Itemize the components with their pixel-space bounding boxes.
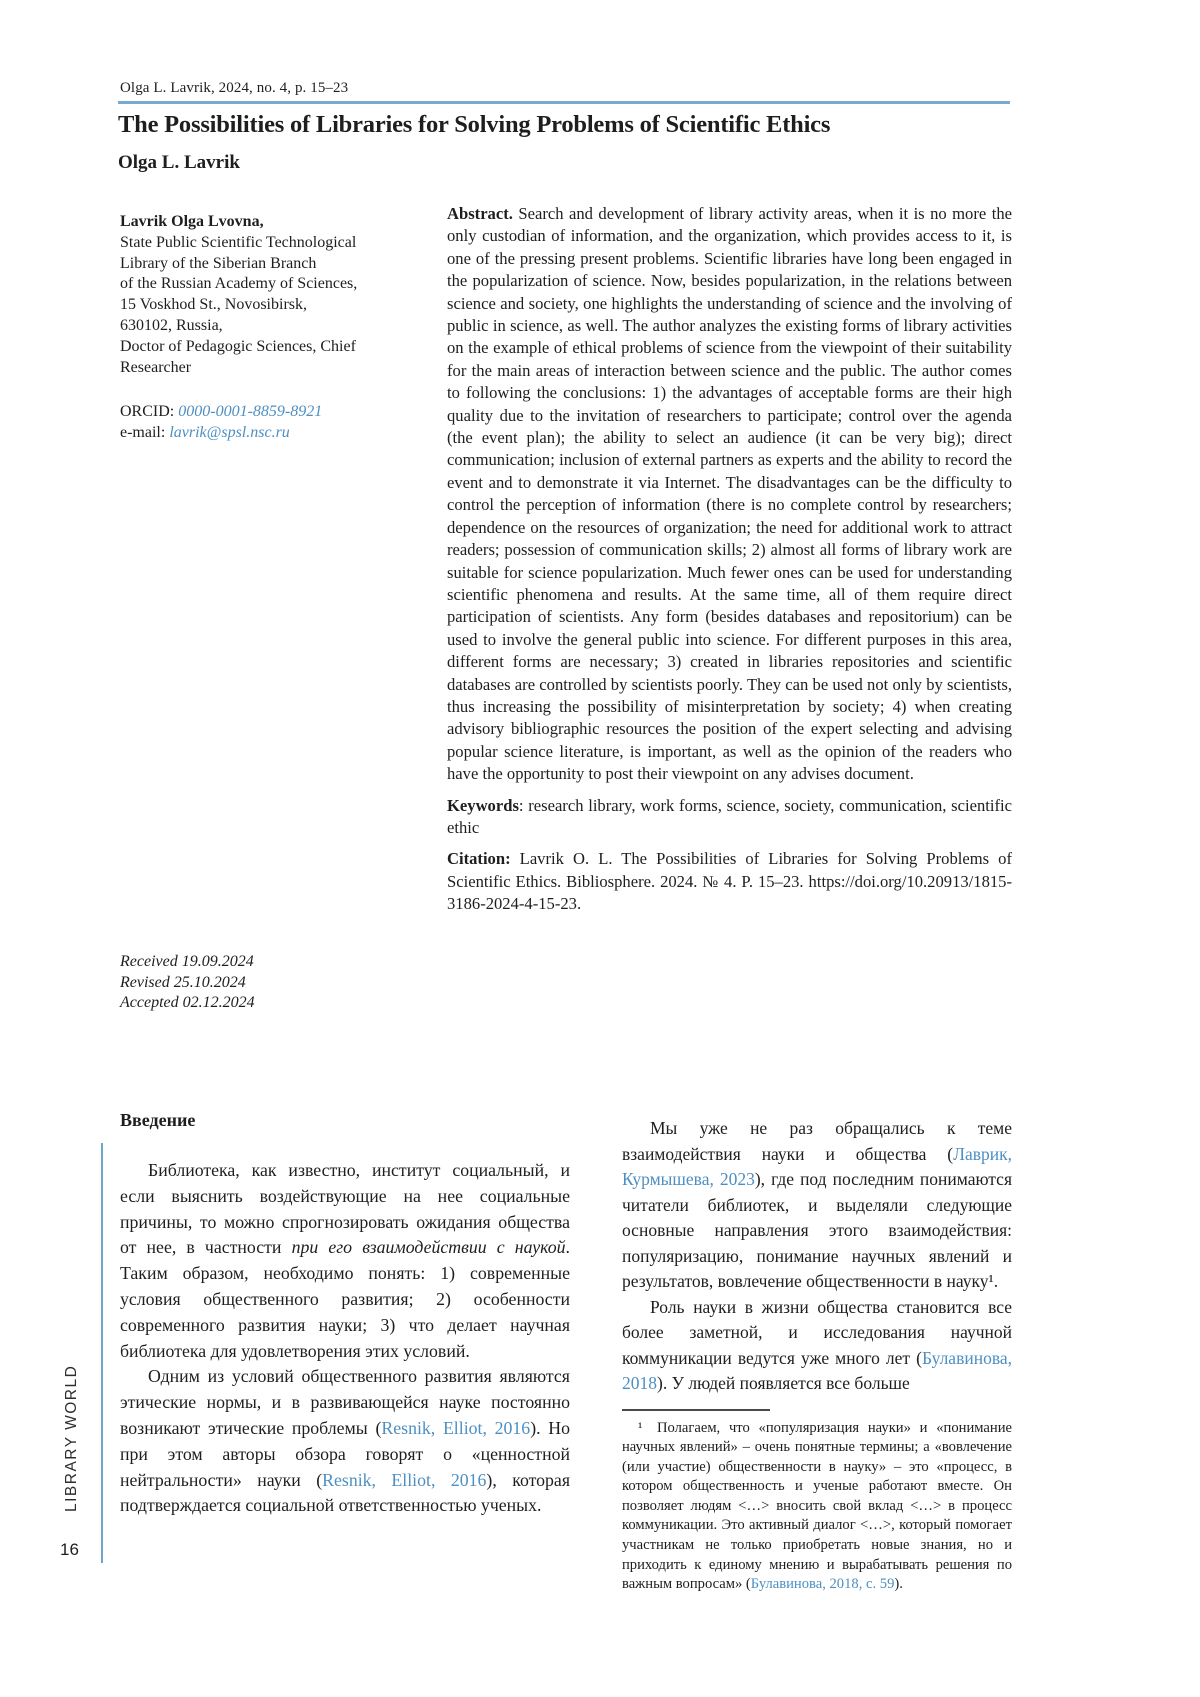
reference-link[interactable]: Resnik, Elliot, 2016 [322, 1469, 487, 1490]
affiliation-line: Researcher [120, 358, 192, 376]
citation-label: Citation: [447, 849, 511, 869]
footnote [622, 1419, 1012, 1595]
author-affiliation [120, 233, 410, 379]
text-segment: ¹ Полагаем, что «популяризация науки» и «понимание научных явлений» – очень понятные термины; а «вовлечение (или участие) общественности в науку» – это «процесс, в котором общественность и ученые работают вместе. Он позволяет людям <…> вносить свой вклад <…> в процесс коммуникации. Это активный диалог <…>, который помогает участникам не только приобретать новые знания, но и приходить к единому мнению и вырабатывать решения по важным вопросам» ( [622, 1419, 1012, 1593]
text-segment: ). [894, 1576, 903, 1593]
orcid-label: ORCID: [120, 403, 179, 421]
text-segment: Мы уже не раз обращались к теме взаимодействия науки и общества ( [622, 1118, 1012, 1164]
text-segment: при его взаимодействии с наукой [291, 1237, 566, 1258]
section-sidebar-label: LIBRARY WORLD [63, 1364, 80, 1512]
email-label: e-mail: [120, 424, 170, 442]
reference-link[interactable]: Булавинова, 2018, с. 59 [750, 1576, 895, 1593]
intro-paragraph [120, 1364, 570, 1519]
text-segment: Одним из условий общественного развития являются этические нормы, и в развивающейся науке постоянно возникают этические проблемы ( [120, 1366, 570, 1438]
intro-paragraph [622, 1116, 1012, 1295]
intro-left-column [120, 1158, 570, 1519]
reference-link[interactable]: Булавинова, 2018 [622, 1347, 1012, 1393]
footnote-rule [622, 1409, 770, 1411]
page-number: 16 [60, 1540, 79, 1559]
affiliation-line: of the Russian Academy of Sciences, [120, 275, 358, 293]
orcid-line [120, 402, 410, 423]
email-link[interactable]: lavrik@spsl.nsc.ru [169, 424, 290, 442]
accepted-date: Accepted 02.12.2024 [120, 994, 255, 1011]
reference-link[interactable]: Resnik, Elliot, 2016 [381, 1417, 531, 1438]
header-rule [118, 101, 1010, 104]
abstract-column [447, 203, 1012, 925]
article-title: The Possibilities of Libraries for Solving Problems of Scientific Ethics [118, 111, 831, 138]
citation-paragraph [447, 848, 1012, 915]
text-segment: Роль науки в жизни общества становится все более заметной, и исследования научной коммуникации ведутся уже много лет ( [622, 1296, 1012, 1368]
text-segment: . Таким образом, необходимо понять: 1) современные условия общественного развития; 2) особенности современного развития науки; 3) что делает научная библиотека для удовлетворения этих условий. [120, 1237, 570, 1361]
author-info-block [120, 212, 410, 444]
affiliation-line: State Public Scientific Technological [120, 233, 357, 251]
text-segment: ). У людей появляется все больше [657, 1373, 910, 1393]
affiliation-line: 15 Voskhod St., Novosibirsk, [120, 296, 307, 314]
email-line [120, 423, 410, 444]
sidebar-rule [101, 1143, 103, 1563]
affiliation-line: 630102, Russia, [120, 316, 223, 334]
abstract-paragraph [447, 203, 1012, 786]
article-dates [120, 952, 255, 1014]
received-date: Received 19.09.2024 [120, 953, 254, 970]
keywords-text: : research library, work forms, science, society, communication, scientific ethic [447, 795, 1012, 837]
text-segment: ), которая подтверждается социальной ответственностью ученых. [120, 1469, 571, 1516]
intro-paragraph [120, 1158, 570, 1364]
intro-paragraph [622, 1295, 1012, 1397]
author-byline: Olga L. Lavrik [118, 152, 240, 173]
abstract-text: Search and development of library activity areas, when it is no more the only custodian of information, and the organization, which provides access to it, is one of the pressing present problems. Scientific libraries have long been engaged in the popularization of science. Now, besides popularization, in the relations between science and society, one highlights the understanding of science and the involving of public in science, as well. The author analyzes the existing forms of library activities on the example of ethical problems of science from the viewpoint of their suitability for the main areas of interaction between science and the public. The author comes to following the conclusions: 1) the advantages of acceptable forms are their high quality due to the invitation of researchers to participate; control over the agenda (the event plan); the ability to select an audience (it can be very big); direct communication; inclusion of external partners as experts and the ability to record the event and to demonstrate it via Internet. The disadvantages can be the difficulty to control the perception of information (there is no complete control by researchers; dependence on the resources of organization; the need for additional work to attract readers; possession of communication skills; 2) almost all forms of library work are suitable for science popularization. Much fewer ones can be used for understanding scientific phenomena and results. At the same time, all of them require direct participation of scientists. Any form (besides databases and repositorium) can be used to involve the general public into science. For different purposes in this area, different forms are necessary; 3) created in libraries repositories and scientific databases are controlled by scientists poorly. They can be used not only by scientists, thus increasing the possibility of misinterpretation by society; 4) when creating advisory bibliographic resources the position of the expert selecting and advising popular science literature, is important, as well as the opinion of the readers who have the opportunity to post their viewpoint on any advises document. [447, 204, 1012, 784]
reference-link[interactable]: Лаврик, Курмышева, 2023 [622, 1143, 1012, 1189]
affiliation-line: Library of the Siberian Branch [120, 254, 317, 272]
revised-date: Revised 25.10.2024 [120, 973, 246, 991]
orcid-link[interactable]: 0000-0001-8859-8921 [178, 403, 323, 421]
text-segment: Библиотека, как известно, институт социальный, и если выяснить воздействующие на нее социальные причины, то можно спрогнозировать ожидания общества от нее, в частности [120, 1160, 570, 1258]
affiliation-line: Doctor of Pedagogic Sciences, Chief [120, 337, 356, 355]
citation-text: Lavrik O. L. The Possibilities of Libraries for Solving Problems of Scientific Ethics. Bibliosphere. 2024. № 4. P. 15–23. https://doi.org/10.20913/1815-3186-2024-4-15-23. [447, 849, 1012, 914]
keywords-paragraph [447, 795, 1012, 840]
text-segment: ). Но при этом авторы обзора говорят о «ценностной нейтральности» науки ( [120, 1417, 571, 1490]
text-segment: ), где под последним понимаются читатели библиотек, и выделяли следующие основные направления этого взаимодействия: популяризацию, понимание научных явлений и результатов, вовлечение общественности в науку¹. [622, 1169, 1012, 1291]
abstract-label: Abstract. [447, 204, 513, 223]
running-head: Olga L. Lavrik, 2024, no. 4, p. 15–23 [120, 80, 349, 96]
keywords-label: Keywords [447, 795, 519, 815]
author-full-name: Lavrik Olga Lvovna, [120, 213, 264, 230]
intro-right-column [622, 1116, 1012, 1595]
section-heading-introduction: Введение [120, 1110, 196, 1130]
